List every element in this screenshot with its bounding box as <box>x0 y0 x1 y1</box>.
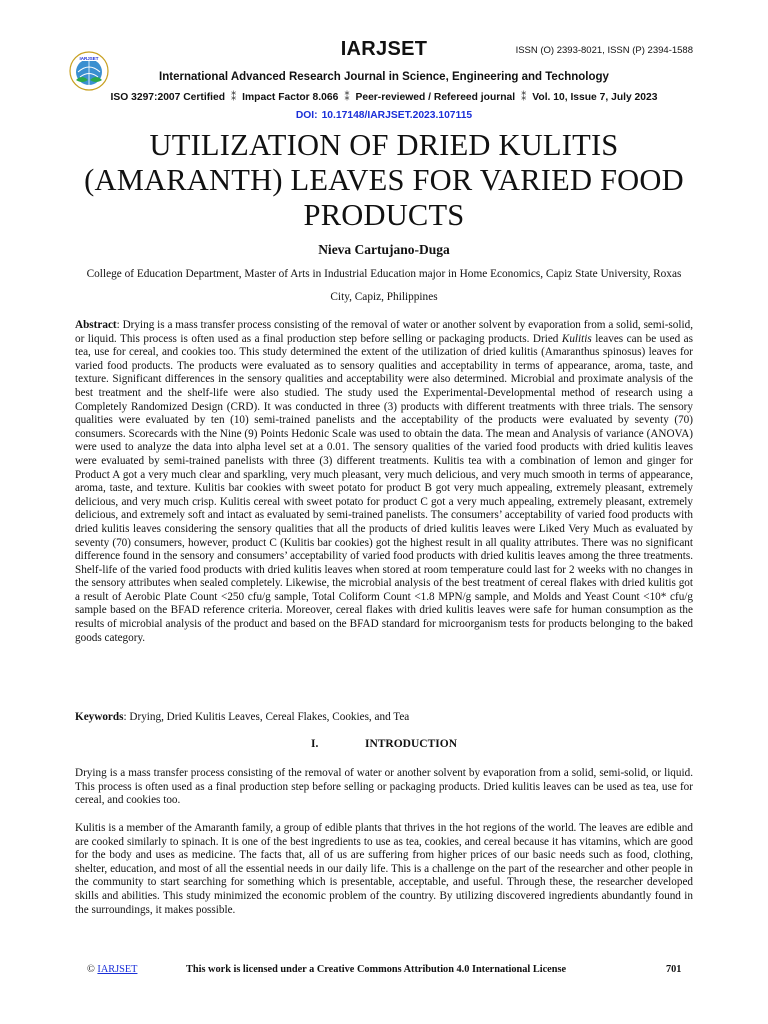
license-text: This work is licensed under a Creative Commons Attribution 4.0 International License <box>186 964 567 975</box>
journal-meta-line <box>0 91 768 103</box>
author-affiliation: College of Education Department, Master of Arts in Industrial Education major in Home Economics, Capiz State University, Roxas City, Capiz, Philippines <box>86 268 682 303</box>
article-title: UTILIZATION OF DRIED KULITIS (AMARANTH) LEAVES FOR VARIED FOOD PRODUCTS <box>84 128 684 232</box>
logo-text: IARJSET <box>79 56 99 61</box>
copyright-link[interactable]: IARJSET <box>97 964 138 975</box>
separator-icon: ⁑ <box>231 92 237 103</box>
keywords-label: Keywords <box>75 711 124 723</box>
meta-certification: ISO 3297:2007 Certified <box>110 92 225 103</box>
meta-volume-issue: Vol. 10, Issue 7, July 2023 <box>532 92 658 103</box>
section-number: I. <box>310 738 319 750</box>
section-title: INTRODUCTION <box>364 738 457 750</box>
keywords-list: : Drying, Dried Kulitis Leaves, Cereal Flakes, Cookies, and Tea <box>123 711 410 723</box>
doi-link[interactable]: 10.17148/IARJSET.2023.107115 <box>321 110 473 121</box>
separator-icon: ⁑ <box>344 92 350 103</box>
keywords-line <box>75 711 693 725</box>
journal-brand: IARJSET <box>340 38 428 60</box>
intro-paragraph-2: Kulitis is a member of the Amaranth family, a group of edible plants that thrives in the hot regions of the world. The leaves are edible and are cooked similarly to spinach. It is one of the best ingredients to use as tea, cookies, and cereal because it has vitamins, which are good for the body and uses as medicine. The facts that, all of us are suffering from higher prices of our basic needs such as food, clothing, shelter, education, and most of all the essential needs in our daily life. This is a challenge on the part of the researcher and other people in the community to start searching for something which is presentable, acceptable, and useful. Through these, the researcher developed skills and abilities. This study minimized the economic problem of the country. By utilizing discovered ingredients abundantly found in the surroundings, it makes possible. <box>75 822 693 916</box>
intro-paragraph-1: Drying is a mass transfer process consisting of the removal of water or another solvent by evaporation from a solid, semi-solid, or liquid. This process is often used as a final production step before selling or packaging products. Dried kulitis leaves can be used as tea, use for cereal, and cookies too. <box>75 767 693 807</box>
doi-line <box>0 110 768 121</box>
meta-review: Peer-reviewed / Refereed journal <box>355 92 516 103</box>
doi-label: DOI: <box>295 110 318 121</box>
abstract-body: leaves can be used as tea, use for cereal, and cookies too. This study determined the extent of the utilization of dried kulitis (Amaranthus spinosus) leaves for varied food products. The products were evaluated as to sensory qualities and acceptability in terms of appearance, aroma, taste, and texture. Significant differences in the sensory qualities and acceptability were also determined. Microbial and proximate analysis of the best treatment and the shelf-life were also studied. The study used the Experimental-Developmental method of research using a Completely Randomized Design (CRD). It was conducted in three (3) products with different treatments with three trials. The sensory qualities were evaluated by ten (10) semi-trained panelists and the acceptability of the products were evaluated by seventy (70) consumers. Scorecards with the Nine (9) Points Hedonic Scale was used to obtain the data. The mean and Analysis of variance (ANOVA) were used to analyze the data into alpha level set at a 0.01. The sensory qualities of the varied food products with dried kulitis leaves were evaluated by semi-trained panelists with three (3) different treatments. Kulitis tea with a combination of lemon and ginger for Product A got a very much clear and sparkling, very much pleasant, very much delicious, and very much smooth in terms of appearance, aroma, taste, and texture. Kulitis bar cookies with sweet potato for product B got very much appealing, extremely pleasant, extremely delicious, and very much crisp. Kulitis cereal with sweet potato for product C got a very much appealing, extremely pleasant, extremely delicious, and extremely soft and intact as evaluated by semi-trained panelists. The consumers’ acceptability of varied food products with dried kulitis leaves considering the sensory qualities that all the products of dried kulitis leaves were Liked Very Much as evaluated by seventy (70) consumers, however, product C (Kulitis bar cookies) got the highest result in all quality attributes. There was no significant difference found in the sensory and consumers’ acceptability of varied food products with dried kulitis leaves among the three treatments. Shelf-life of the varied food products with dried kulitis leaves when stored at room temperature could last for 2 weeks with no changes in the sensory attributes when sealed completely. Likewise, the microbial analysis of the best treatment of cereal flakes with dried kulitis got a result of Aerobic Plate Count <250 cfu/g sample, Total Coliform Count <1.8 MPN/g sample, and Molds and Yeast Count <10* cfu/g sample based on the BFAD reference criteria. Moreover, cereal flakes with dried kulitis leaves were safe for human consumption as the results of microbial analysis of the product and based on the BFAD standard for microorganism tests for products belonging to the baked goods category. <box>75 332 693 644</box>
separator-icon: ⁑ <box>521 92 527 103</box>
copyright <box>87 964 137 975</box>
abstract-paragraph <box>75 319 693 645</box>
journal-name: International Advanced Research Journal in Science, Engineering and Technology <box>159 71 609 83</box>
abstract-italic-term: Kulitis <box>561 332 592 345</box>
page-number: 701 <box>666 964 682 975</box>
meta-impact-factor: Impact Factor 8.066 <box>242 92 339 103</box>
copyright-symbol: © <box>87 964 95 975</box>
abstract-label: Abstract <box>75 319 117 331</box>
abstract-lead: : Drying is a mass transfer process consisting of the removal of water or another solvent by evaporation from a solid, semi-solid, or liquid. This process is often used as a final production step before selling or packaging products. Dried <box>75 319 693 345</box>
issn-text: ISSN (O) 2393-8021, ISSN (P) 2394-1588 <box>515 45 693 56</box>
author-name: Nieva Cartujano-Duga <box>318 242 450 257</box>
section-heading <box>0 738 768 750</box>
